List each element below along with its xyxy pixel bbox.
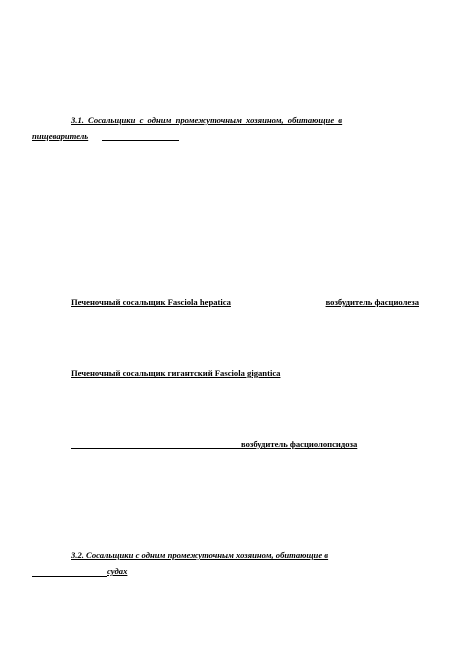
entry-fasciolopsidosis: возбудитель фасциолопсидоза: [241, 439, 358, 449]
entry-disease-name: возбудитель фасциолеза: [325, 297, 419, 307]
blank-species-line: [71, 448, 241, 449]
blank-fill-line: [102, 140, 179, 141]
section-3-2-heading: [71, 550, 418, 560]
section-3-2-heading-continuation: судах: [107, 566, 128, 576]
entry-fasciola-hepatica: [71, 297, 419, 307]
section-3-2-heading-line1: 3.2. Сосальщики с одним промежуточным хозяином, обитающие в: [71, 550, 329, 560]
entry-fasciola-gigantica: Печеночный сосальщик гигантский Fasciola gigantica: [71, 368, 281, 378]
section-3-1-heading-continuation: пищеваритель: [32, 131, 89, 141]
section-3-1-heading-line1: 3.1. Сосальщики с одним промежуточным хозяином, обитающие в: [71, 115, 343, 125]
section-3-1-heading: [71, 115, 418, 125]
entry-species-name: Печеночный сосальщик Fasciola hepatica: [71, 297, 231, 307]
blank-fill-line: [32, 576, 107, 577]
